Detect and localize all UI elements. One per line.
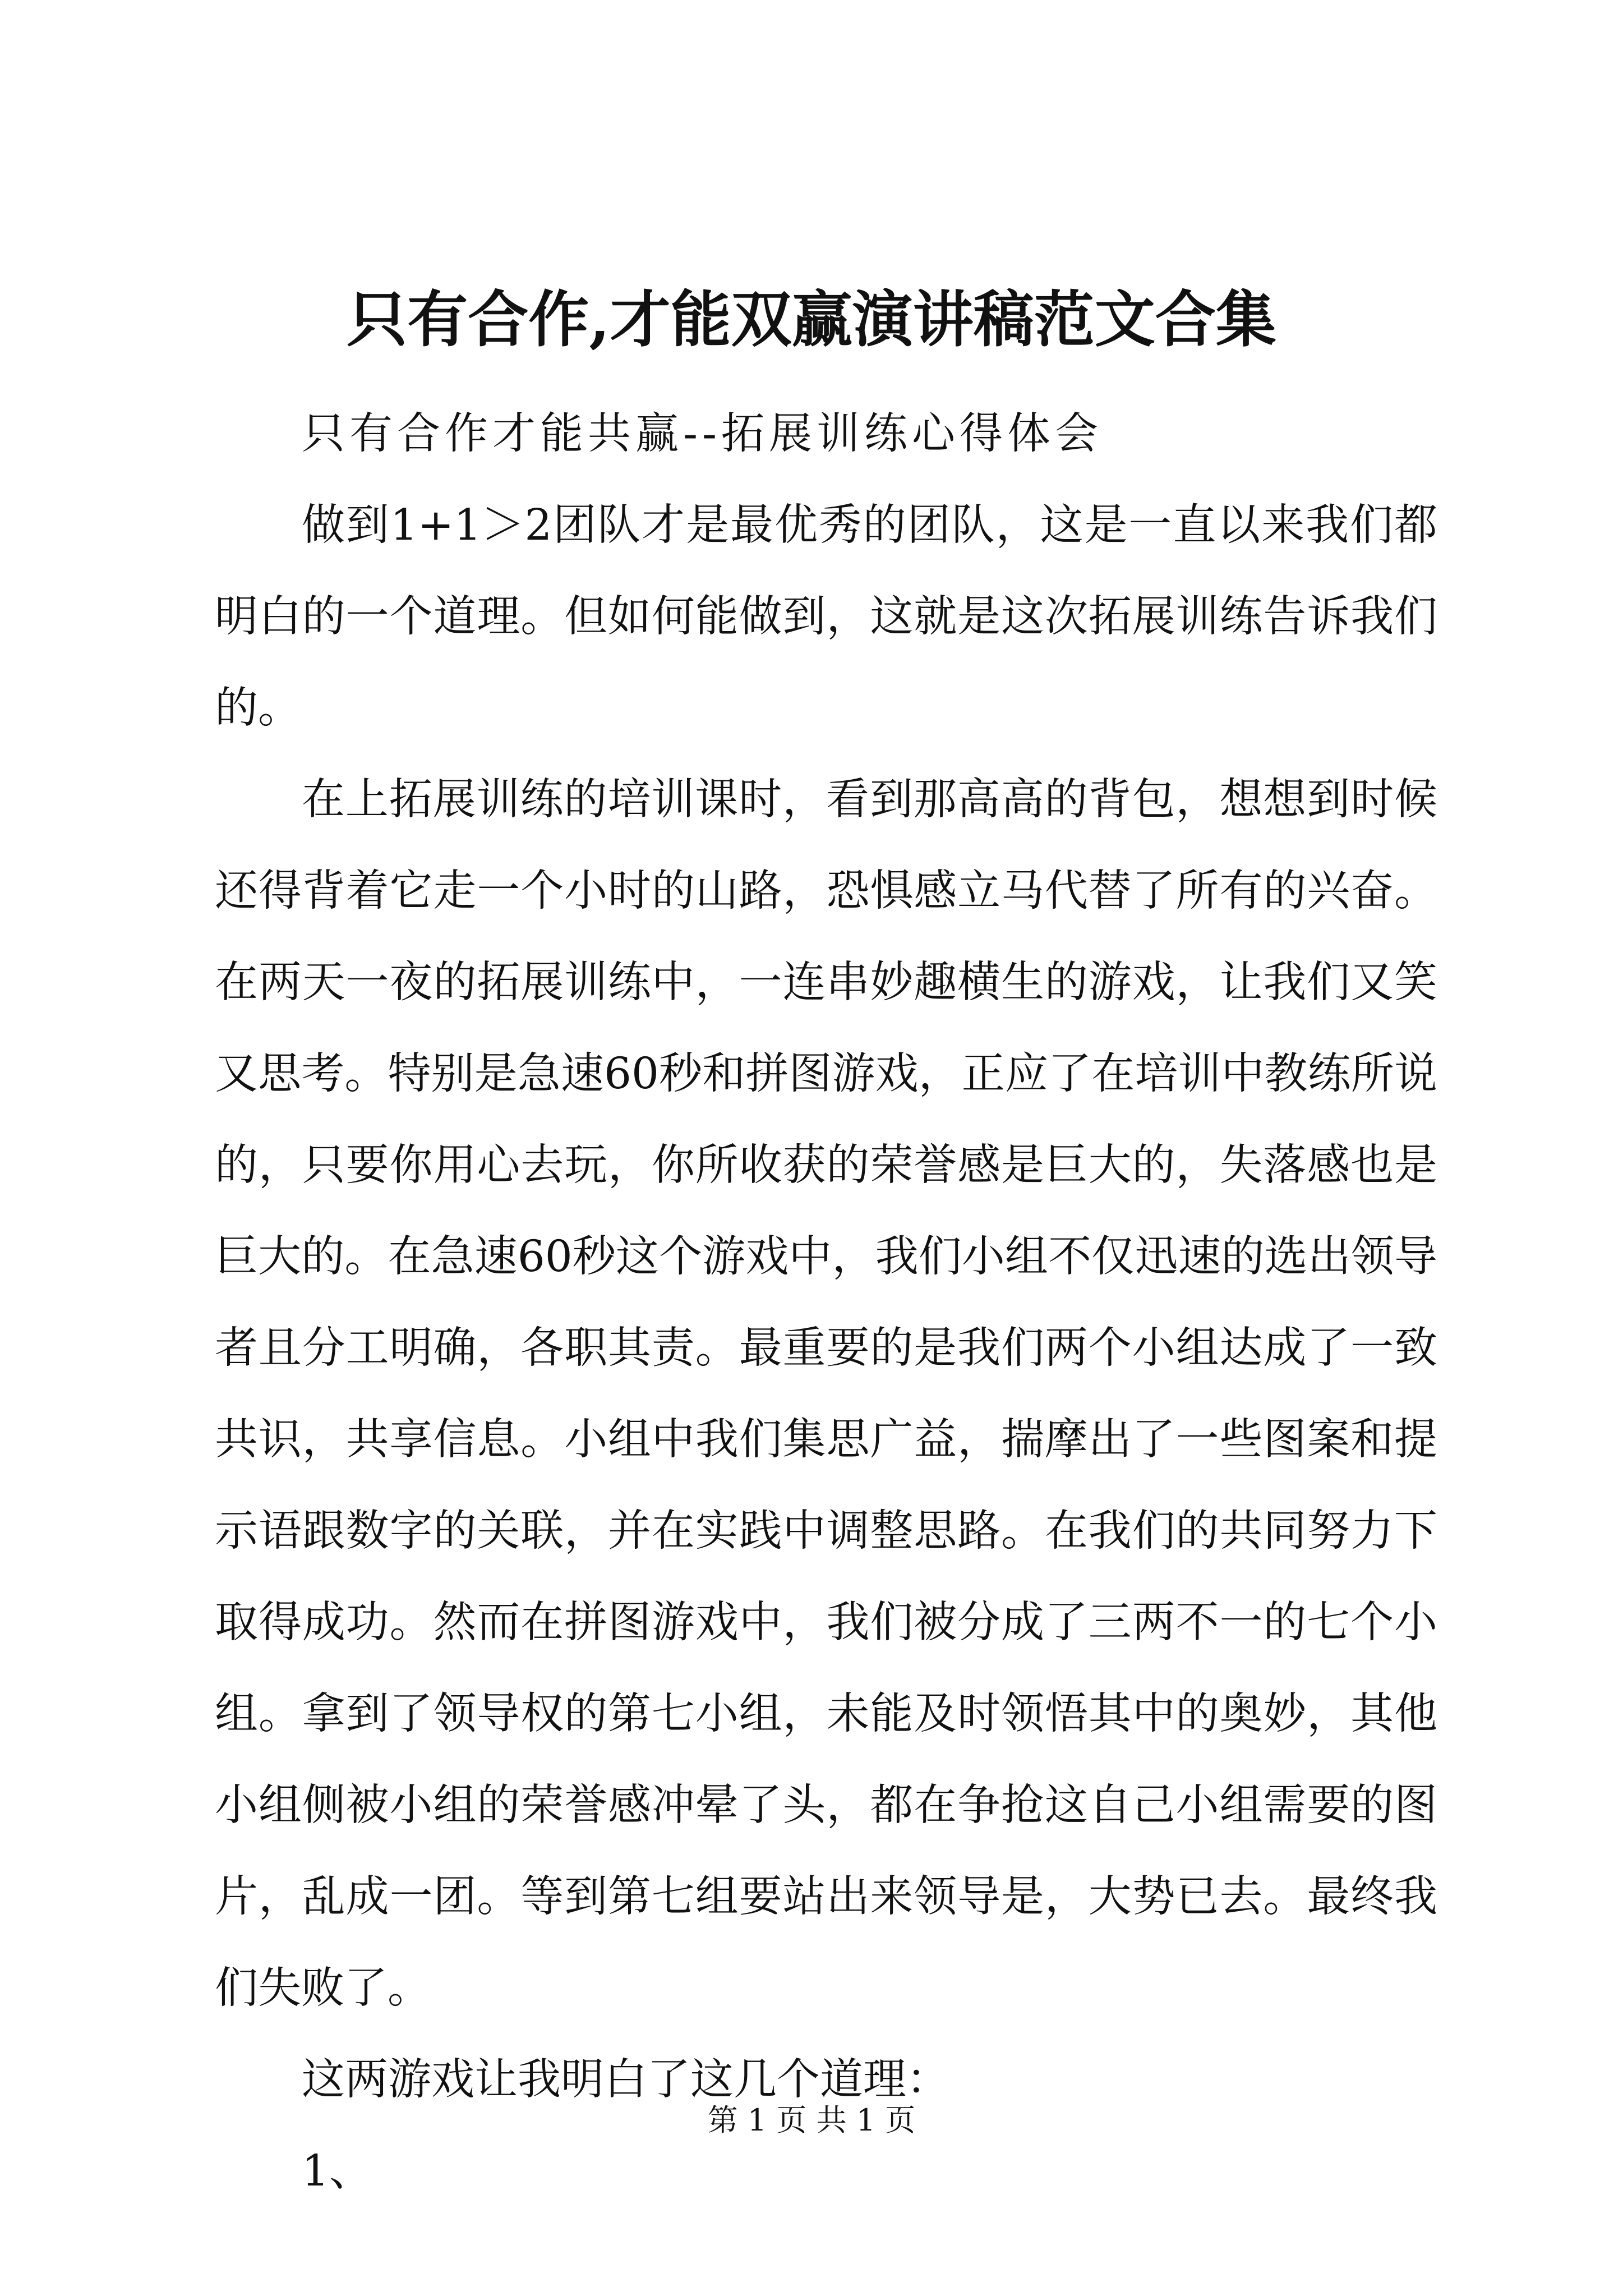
document-title: 只有合作,才能双赢演讲稿范文合集 (347, 284, 1276, 355)
paragraph-2: 在上拓展训练的培训课时，看到那高高的背包，想想到时候还得背着它走一个小时的山路，恐惧感立马代替了所有的兴奋。在两天一夜的拓展训练中，一连串妙趣横生的游戏，让我们又笑又思考。特别是急速60秒和拼图游戏，正应了在培训中教练所说的，只要你用心去玩，你所收获的荣誉感是巨大的，失落感也是巨大的。在急速60秒这个游戏中，我们小组不仅迅速的选出领导者且分工明确，各职其责。最重要的是我们两个小组达成了一致共识，共享信息。小组中我们集思广益，揣摩出了一些图案和提示语跟数字的关联，并在实践中调整思路。在我们的共同努力下取得成功。然而在拼图游戏中，我们被分成了三两不一的七个小组。拿到了领导权的第七小组，未能及时领悟其中的奥妙，其他小组侧被小组的荣誉感冲晕了头，都在争抢这自己小组需要的图片，乱成一团。等到第七组要站出来领导是，大势已去。最终我们失败了。 (215, 775, 1437, 2013)
paragraph-4: 1、 (302, 2146, 372, 2196)
paragraph-3: 这两游戏让我明白了这几个道理： (302, 2055, 949, 2105)
page-number-footer: 第 1 页 共 1 页 (707, 2102, 916, 2138)
document-body (215, 388, 1437, 2217)
subtitle: 只有合作才能共赢--拓展训练心得体会 (302, 409, 1103, 459)
paragraph-1: 做到1+1＞2团队才是最优秀的团队，这是一直以来我们都明白的一个道理。但如何能做到，这就是这次拓展训练告诉我们的。 (215, 500, 1437, 733)
